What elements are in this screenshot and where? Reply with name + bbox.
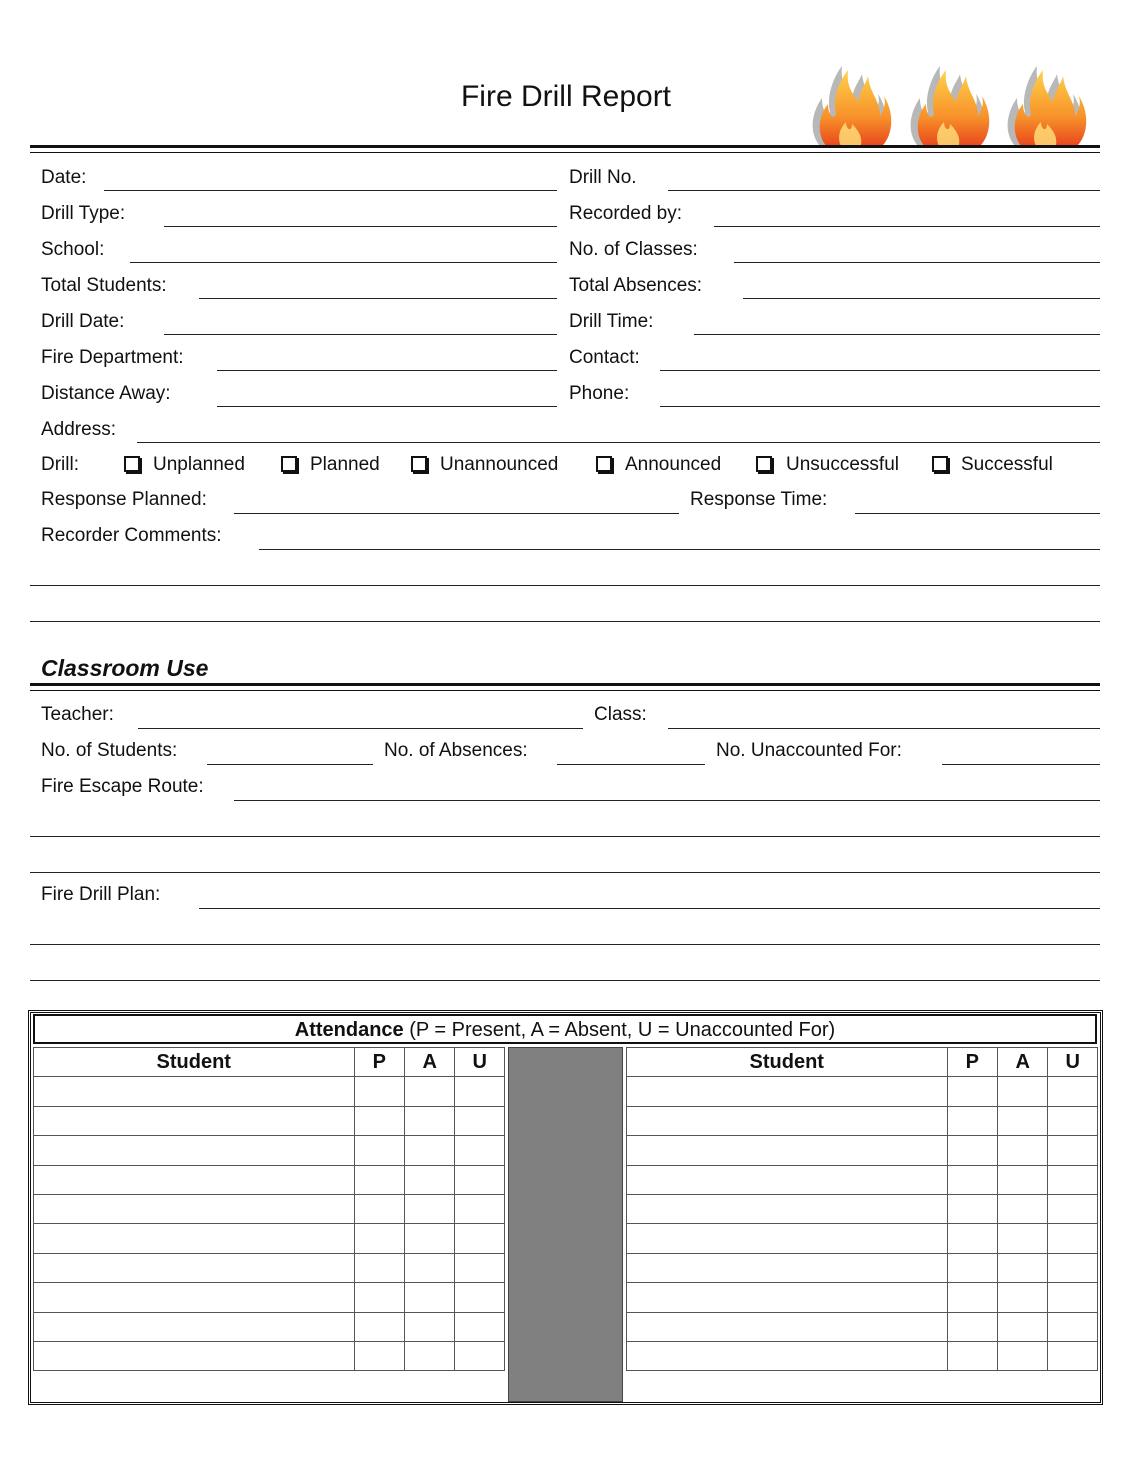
comments-line[interactable] <box>30 585 1100 586</box>
table-row <box>34 1224 505 1253</box>
drill-no-field[interactable] <box>668 190 1100 191</box>
table-cell[interactable] <box>947 1253 997 1282</box>
table-cell[interactable] <box>997 1253 1047 1282</box>
table-cell[interactable] <box>947 1312 997 1341</box>
drill-type-label: Drill Type: <box>41 203 126 224</box>
table-cell[interactable] <box>1048 1136 1098 1165</box>
table-cell[interactable] <box>947 1283 997 1312</box>
table-row <box>34 1283 505 1312</box>
table-cell[interactable] <box>34 1312 355 1341</box>
teacher-field[interactable] <box>138 728 583 729</box>
drill-no-label: Drill No. <box>569 167 637 188</box>
flame-icon <box>1003 62 1087 150</box>
recorder-comments-label: Recorder Comments: <box>41 525 222 546</box>
recorded-by-field[interactable] <box>714 226 1100 227</box>
table-cell[interactable] <box>455 1224 505 1253</box>
table-cell[interactable] <box>34 1253 355 1282</box>
recorder-comments-field[interactable] <box>259 549 1100 550</box>
table-cell[interactable] <box>455 1283 505 1312</box>
table-row <box>627 1165 1098 1194</box>
table-cell[interactable] <box>947 1165 997 1194</box>
attendance-left-table <box>33 1047 505 1371</box>
response-planned-label: Response Planned: <box>41 489 207 510</box>
successful-checkbox[interactable] <box>932 456 948 472</box>
table-cell[interactable] <box>354 1312 404 1341</box>
header-divider <box>30 152 1100 153</box>
table-row <box>34 1341 505 1370</box>
table-cell[interactable] <box>997 1341 1047 1370</box>
column-header: U <box>455 1048 505 1077</box>
table-row <box>34 1312 505 1341</box>
table-cell[interactable] <box>627 1283 948 1312</box>
column-header: A <box>404 1048 454 1077</box>
no-students-label: No. of Students: <box>41 740 178 761</box>
fire-department-field[interactable] <box>217 370 557 371</box>
table-cell[interactable] <box>1048 1283 1098 1312</box>
table-cell[interactable] <box>627 1136 948 1165</box>
table-cell[interactable] <box>404 1341 454 1370</box>
address-label: Address: <box>41 419 116 440</box>
flame-icon <box>906 62 990 150</box>
response-time-label: Response Time: <box>690 489 828 510</box>
unannounced-label: Unannounced <box>440 454 559 475</box>
section-divider <box>30 683 1100 686</box>
table-cell[interactable] <box>34 1136 355 1165</box>
announced-checkbox[interactable] <box>596 456 612 472</box>
column-header: A <box>997 1048 1047 1077</box>
table-cell[interactable] <box>1048 1106 1098 1135</box>
table-cell[interactable] <box>997 1165 1047 1194</box>
no-absences-field[interactable] <box>557 764 705 765</box>
contact-label: Contact: <box>569 347 640 368</box>
successful-label: Successful <box>961 454 1053 475</box>
escape-route-line[interactable] <box>30 836 1100 837</box>
table-cell[interactable] <box>947 1136 997 1165</box>
table-cell[interactable] <box>997 1136 1047 1165</box>
table-cell[interactable] <box>354 1341 404 1370</box>
table-cell[interactable] <box>997 1106 1047 1135</box>
total-absences-field[interactable] <box>743 298 1100 299</box>
table-cell[interactable] <box>404 1312 454 1341</box>
table-row <box>627 1283 1098 1312</box>
unplanned-checkbox[interactable] <box>124 456 140 472</box>
table-cell[interactable] <box>404 1077 454 1106</box>
table-cell[interactable] <box>627 1224 948 1253</box>
attendance-legend: (P = Present, A = Absent, U = Unaccounted For) <box>403 1019 836 1041</box>
classroom-use-heading: Classroom Use <box>41 655 209 681</box>
table-cell[interactable] <box>997 1194 1047 1223</box>
no-unaccounted-label: No. Unaccounted For: <box>716 740 902 761</box>
table-cell[interactable] <box>997 1312 1047 1341</box>
drill-plan-label: Fire Drill Plan: <box>41 884 161 905</box>
drill-date-label: Drill Date: <box>41 311 125 332</box>
column-header: U <box>1048 1048 1098 1077</box>
table-row <box>627 1312 1098 1341</box>
phone-field[interactable] <box>660 406 1100 407</box>
class-label: Class: <box>594 704 647 725</box>
table-cell[interactable] <box>354 1136 404 1165</box>
table-cell[interactable] <box>354 1253 404 1282</box>
table-cell[interactable] <box>34 1077 355 1106</box>
no-classes-label: No. of Classes: <box>569 239 698 260</box>
table-cell[interactable] <box>34 1165 355 1194</box>
table-cell[interactable] <box>455 1341 505 1370</box>
recorded-by-label: Recorded by: <box>569 203 683 224</box>
table-row <box>34 1106 505 1135</box>
table-cell[interactable] <box>404 1283 454 1312</box>
table-cell[interactable] <box>455 1194 505 1223</box>
total-students-field[interactable] <box>199 298 557 299</box>
flame-icon <box>808 62 892 150</box>
table-cell[interactable] <box>34 1283 355 1312</box>
table-cell[interactable] <box>1048 1077 1098 1106</box>
table-cell[interactable] <box>947 1224 997 1253</box>
table-cell[interactable] <box>354 1224 404 1253</box>
escape-route-label: Fire Escape Route: <box>41 776 204 797</box>
table-cell[interactable] <box>404 1165 454 1194</box>
planned-label: Planned <box>310 454 380 475</box>
table-cell[interactable] <box>947 1194 997 1223</box>
table-cell[interactable] <box>1048 1194 1098 1223</box>
table-cell[interactable] <box>997 1283 1047 1312</box>
drill-plan-line[interactable] <box>30 944 1100 945</box>
table-row <box>34 1077 505 1106</box>
table-cell[interactable] <box>34 1224 355 1253</box>
table-cell[interactable] <box>627 1077 948 1106</box>
table-row <box>627 1224 1098 1253</box>
teacher-label: Teacher: <box>41 704 114 725</box>
total-absences-label: Total Absences: <box>569 275 703 296</box>
table-cell[interactable] <box>627 1106 948 1135</box>
drill-date-field[interactable] <box>164 334 557 335</box>
table-row <box>34 1253 505 1282</box>
table-cell[interactable] <box>947 1106 997 1135</box>
table-cell[interactable] <box>455 1165 505 1194</box>
table-cell[interactable] <box>455 1106 505 1135</box>
table-cell[interactable] <box>627 1341 948 1370</box>
contact-field[interactable] <box>660 370 1100 371</box>
date-label: Date: <box>41 167 87 188</box>
page-title: Fire Drill Report <box>460 80 672 113</box>
table-cell[interactable] <box>354 1106 404 1135</box>
escape-route-line[interactable] <box>30 872 1100 873</box>
table-cell[interactable] <box>947 1077 997 1106</box>
table-cell[interactable] <box>354 1077 404 1106</box>
unsuccessful-label: Unsuccessful <box>786 454 899 475</box>
table-separator <box>508 1047 623 1402</box>
table-row <box>627 1253 1098 1282</box>
column-header: Student <box>627 1048 948 1077</box>
table-cell[interactable] <box>404 1136 454 1165</box>
table-cell[interactable] <box>627 1194 948 1223</box>
distance-away-label: Distance Away: <box>41 383 171 404</box>
attendance-title-bold: Attendance <box>294 1019 404 1041</box>
table-cell[interactable] <box>404 1253 454 1282</box>
table-cell[interactable] <box>627 1312 948 1341</box>
school-label: School: <box>41 239 105 260</box>
section-divider <box>30 690 1100 691</box>
table-cell[interactable] <box>34 1341 355 1370</box>
unsuccessful-checkbox[interactable] <box>756 456 772 472</box>
column-header: P <box>354 1048 404 1077</box>
comments-line[interactable] <box>30 621 1100 622</box>
attendance-right-table <box>626 1047 1098 1371</box>
unannounced-checkbox[interactable] <box>411 456 427 472</box>
drill-plan-field[interactable] <box>199 908 1100 909</box>
distance-away-field[interactable] <box>217 406 557 407</box>
table-cell[interactable] <box>1048 1165 1098 1194</box>
drill-plan-line[interactable] <box>30 980 1100 981</box>
table-cell[interactable] <box>997 1224 1047 1253</box>
table-cell[interactable] <box>34 1194 355 1223</box>
table-cell[interactable] <box>354 1194 404 1223</box>
no-students-field[interactable] <box>207 764 373 765</box>
table-row <box>627 1077 1098 1106</box>
table-cell[interactable] <box>627 1253 948 1282</box>
table-row <box>627 1136 1098 1165</box>
table-cell[interactable] <box>947 1341 997 1370</box>
table-cell[interactable] <box>1048 1341 1098 1370</box>
attendance-title <box>33 1014 1097 1044</box>
table-row <box>627 1194 1098 1223</box>
column-header: Student <box>34 1048 355 1077</box>
table-cell[interactable] <box>455 1077 505 1106</box>
planned-checkbox[interactable] <box>281 456 297 472</box>
table-cell[interactable] <box>455 1253 505 1282</box>
table-cell[interactable] <box>404 1106 454 1135</box>
total-students-label: Total Students: <box>41 275 167 296</box>
response-planned-field[interactable] <box>234 513 679 514</box>
table-row <box>627 1341 1098 1370</box>
date-field[interactable] <box>104 190 557 191</box>
table-cell[interactable] <box>354 1165 404 1194</box>
table-cell[interactable] <box>1048 1253 1098 1282</box>
no-unaccounted-field[interactable] <box>942 764 1100 765</box>
address-field[interactable] <box>137 442 1100 443</box>
table-cell[interactable] <box>1048 1312 1098 1341</box>
drill-time-label: Drill Time: <box>569 311 654 332</box>
column-header: P <box>947 1048 997 1077</box>
header-divider <box>30 145 1100 148</box>
no-absences-label: No. of Absences: <box>384 740 528 761</box>
drill-label: Drill: <box>41 454 79 475</box>
fire-department-label: Fire Department: <box>41 347 184 368</box>
drill-time-field[interactable] <box>694 334 1100 335</box>
table-cell[interactable] <box>354 1283 404 1312</box>
drill-type-field[interactable] <box>164 226 557 227</box>
escape-route-field[interactable] <box>234 800 1100 801</box>
announced-label: Announced <box>625 454 722 475</box>
class-field[interactable] <box>668 728 1100 729</box>
table-cell[interactable] <box>627 1165 948 1194</box>
table-row <box>34 1165 505 1194</box>
response-time-field[interactable] <box>855 513 1100 514</box>
phone-label: Phone: <box>569 383 630 404</box>
table-cell[interactable] <box>1048 1224 1098 1253</box>
table-cell[interactable] <box>455 1312 505 1341</box>
no-classes-field[interactable] <box>734 262 1100 263</box>
school-field[interactable] <box>130 262 557 263</box>
table-cell[interactable] <box>455 1136 505 1165</box>
table-cell[interactable] <box>997 1077 1047 1106</box>
table-cell[interactable] <box>404 1224 454 1253</box>
table-row <box>627 1106 1098 1135</box>
table-cell[interactable] <box>34 1106 355 1135</box>
table-row <box>34 1136 505 1165</box>
unplanned-label: Unplanned <box>153 454 245 475</box>
table-cell[interactable] <box>404 1194 454 1223</box>
table-row <box>34 1194 505 1223</box>
